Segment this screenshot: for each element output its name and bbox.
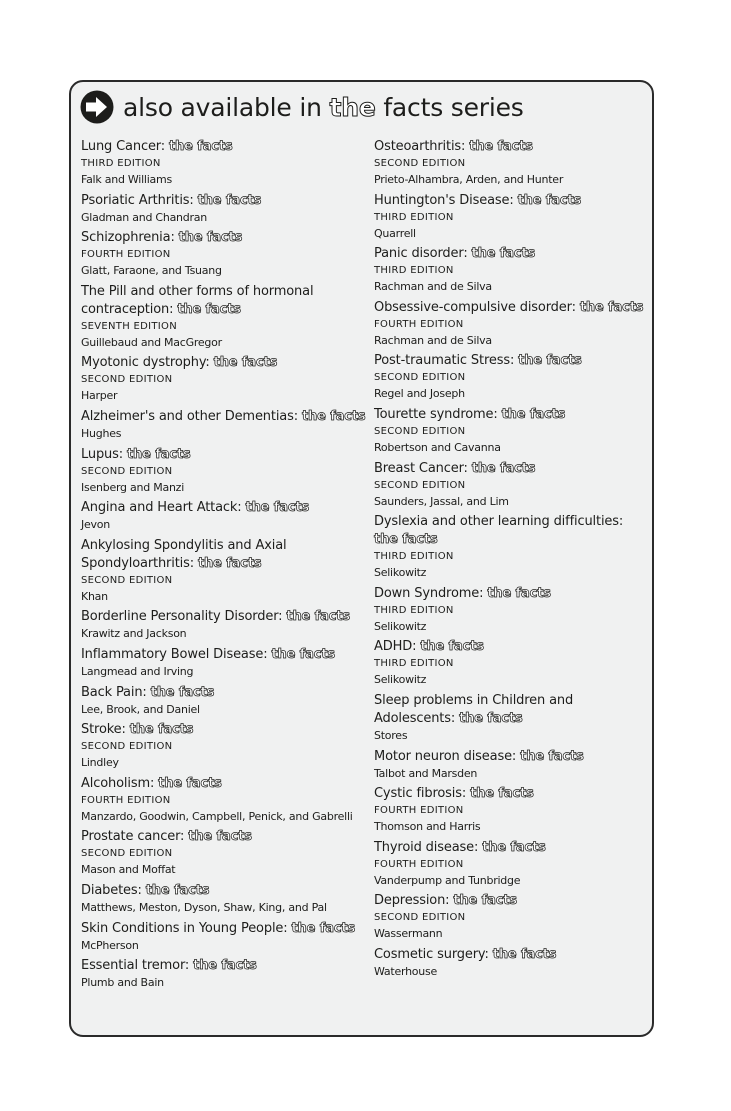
book-edition: FOURTH EDITION (81, 249, 171, 261)
the-facts-tagline: the facts (271, 646, 335, 662)
book-entry (374, 585, 644, 635)
book-authors: Vanderpump and Tunbridge (374, 873, 521, 887)
book-title: Alzheimer's and other Dementias: (81, 408, 302, 424)
book-authors: Khan (81, 589, 108, 603)
book-edition: THIRD EDITION (374, 658, 454, 670)
book-entry (81, 775, 366, 825)
book-title: Myotonic dystrophy: (81, 355, 214, 371)
book-authors: Lindley (81, 756, 119, 770)
book-title-line (81, 229, 366, 247)
series-title-brand: the (329, 93, 376, 122)
book-title-line (374, 748, 644, 766)
book-entry (374, 138, 644, 188)
the-facts-tagline: the facts (517, 192, 582, 208)
book-title: Sleep problems in Children and (374, 692, 574, 708)
book-entry (81, 283, 366, 351)
the-facts-tagline: the facts (470, 786, 534, 802)
book-title-line (81, 408, 366, 426)
book-title-line (374, 138, 644, 156)
book-authors: Wassermann (374, 927, 443, 941)
book-title: Motor neuron disease: (374, 748, 521, 764)
the-facts-tagline: the facts (518, 353, 582, 369)
book-authors: Waterhouse (374, 964, 437, 978)
book-entry (81, 957, 366, 991)
book-title-line (374, 245, 644, 263)
book-list-left (81, 138, 366, 995)
the-facts-tagline: the facts (286, 609, 350, 625)
the-facts-tagline: the facts (471, 246, 536, 262)
book-authors: Thomson and Harris (374, 820, 481, 834)
book-edition: SECOND EDITION (374, 912, 466, 924)
the-facts-tagline: the facts (129, 722, 194, 738)
the-facts-tagline: the facts (459, 710, 523, 726)
book-authors: Harper (81, 389, 118, 403)
book-title: contraception: (81, 301, 178, 317)
book-edition: SECOND EDITION (374, 425, 466, 437)
book-entry (81, 138, 366, 188)
book-authors: Saunders, Jassal, and Lim (374, 494, 509, 508)
book-title: Prostate cancer: (81, 829, 189, 845)
book-title: Schizophrenia: (81, 230, 179, 246)
book-entry (374, 299, 644, 349)
the-facts-tagline: the facts (197, 555, 262, 571)
the-facts-tagline: the facts (245, 500, 310, 516)
book-title-line (81, 882, 366, 900)
book-title-line (81, 957, 366, 975)
book-entry (374, 892, 644, 942)
book-authors: Robertson and Cavanna (374, 440, 501, 454)
book-edition: THIRD EDITION (374, 211, 454, 223)
book-title-line (374, 192, 644, 210)
book-title-line (374, 892, 644, 910)
book-title-line (81, 775, 366, 793)
book-authors: Krawitz and Jackson (81, 627, 187, 641)
series-title-prefix: also available in (123, 93, 330, 122)
book-list-right (374, 138, 644, 984)
book-title: Inflammatory Bowel Disease: (81, 646, 272, 662)
book-title-line (81, 283, 366, 301)
book-entry (81, 229, 366, 279)
the-facts-tagline: the facts (168, 139, 233, 154)
book-title-line (374, 946, 644, 964)
book-title: Adolescents: (374, 710, 460, 726)
book-entry (374, 692, 644, 744)
book-edition: FOURTH EDITION (374, 318, 464, 330)
book-title: Lupus: (81, 446, 127, 462)
book-entry (81, 408, 366, 442)
book-title: The Pill and other forms of hormonal (81, 283, 314, 299)
the-facts-tagline: the facts (492, 946, 557, 962)
book-title-line (374, 460, 644, 478)
book-title-line (81, 446, 366, 464)
the-facts-tagline: the facts (291, 920, 356, 936)
book-edition: SECOND EDITION (374, 158, 466, 169)
book-entry (374, 460, 644, 510)
book-authors: Langmead and Irving (81, 664, 194, 678)
book-entry (81, 646, 366, 680)
the-facts-tagline: the facts (126, 446, 191, 462)
book-edition: FOURTH EDITION (81, 794, 171, 806)
the-facts-tagline: the facts (579, 299, 644, 315)
the-facts-tagline: the facts (471, 460, 536, 476)
book-entry (81, 499, 366, 533)
the-facts-tagline: the facts (469, 139, 533, 154)
book-title-line (81, 646, 366, 664)
book-title-line (374, 352, 644, 370)
book-entry (374, 513, 644, 581)
book-title-line (374, 692, 644, 710)
book-edition: SECOND EDITION (81, 741, 173, 753)
book-authors: Selikowitz (374, 566, 427, 580)
book-edition: FOURTH EDITION (374, 858, 464, 870)
book-title-line (374, 638, 644, 656)
the-facts-tagline: the facts (487, 585, 551, 601)
the-facts-tagline: the facts (301, 408, 366, 424)
book-title: Skin Conditions in Young People: (81, 920, 292, 936)
book-title-line (374, 585, 644, 603)
book-authors: Talbot and Marsden (374, 766, 478, 780)
the-facts-tagline: the facts (188, 829, 252, 845)
book-authors: Prieto-Alhambra, Arden, and Hunter (374, 173, 564, 186)
the-facts-tagline: the facts (193, 958, 257, 974)
series-title-suffix: facts series (375, 93, 524, 122)
book-title: Cosmetic surgery: (374, 946, 493, 962)
book-authors: Hughes (81, 426, 122, 440)
book-entry (81, 446, 366, 496)
book-edition: SECOND EDITION (374, 479, 466, 491)
book-edition: FOURTH EDITION (374, 805, 464, 817)
book-authors: Rachman and de Silva (374, 280, 492, 294)
book-title-line (81, 828, 366, 846)
book-entry (374, 192, 644, 242)
book-authors: McPherson (81, 938, 139, 952)
book-title: Obsessive-compulsive disorder: (374, 299, 580, 315)
book-title-line (81, 608, 366, 626)
book-title-line (81, 721, 366, 739)
the-facts-tagline: the facts (150, 684, 215, 700)
book-authors: Selikowitz (374, 673, 427, 687)
book-authors: Lee, Brook, and Daniel (81, 702, 200, 716)
the-facts-tagline: the facts (482, 839, 546, 855)
book-authors: Guillebaud and MacGregor (81, 335, 222, 349)
book-edition: SECOND EDITION (81, 374, 173, 386)
book-title: Psoriatic Arthritis: (81, 192, 198, 208)
book-title-line (81, 138, 366, 156)
book-title: Lung Cancer: (81, 139, 169, 154)
book-authors: Quarrell (374, 226, 416, 240)
book-title-line (81, 354, 366, 372)
book-entry (81, 882, 366, 916)
arrow-right-circle-icon (80, 90, 114, 124)
book-title-line (81, 301, 366, 319)
book-title: Post-traumatic Stress: (374, 353, 519, 369)
book-title-line (374, 710, 644, 728)
book-edition: SECOND EDITION (81, 848, 173, 860)
book-edition: THIRD EDITION (374, 551, 454, 563)
book-title: Thyroid disease: (374, 839, 483, 855)
book-entry (81, 192, 366, 226)
the-facts-tagline: the facts (520, 748, 584, 764)
book-entry (374, 946, 644, 980)
book-title: Depression: (374, 893, 454, 909)
book-title: Down Syndrome: (374, 585, 488, 601)
book-title: Panic disorder: (374, 246, 472, 262)
the-facts-tagline: the facts (145, 882, 210, 898)
book-authors: Rachman and de Silva (374, 333, 492, 347)
book-authors: Regel and Joseph (374, 387, 465, 401)
book-title: Angina and Heart Attack: (81, 500, 246, 516)
book-entry (81, 920, 366, 954)
book-title: Back Pain: (81, 684, 151, 700)
book-edition: SECOND EDITION (374, 372, 466, 384)
book-title: Osteoarthritis: (374, 139, 470, 154)
book-edition: SECOND EDITION (81, 465, 173, 477)
book-title-line (374, 299, 644, 317)
book-entry (374, 785, 644, 835)
book-authors: Falk and Williams (81, 173, 172, 186)
book-entry (374, 638, 644, 688)
book-title-line (374, 513, 644, 531)
book-title: Diabetes: (81, 882, 146, 898)
book-authors: Selikowitz (374, 619, 427, 633)
book-entry (81, 537, 366, 605)
book-title: Tourette syndrome: (374, 406, 502, 422)
book-title-line (374, 785, 644, 803)
book-title: ADHD: (374, 639, 421, 655)
book-title-line (374, 531, 644, 549)
book-entry (81, 684, 366, 718)
book-entry (81, 608, 366, 642)
the-facts-tagline: the facts (158, 775, 222, 791)
book-authors: Plumb and Bain (81, 976, 164, 990)
the-facts-tagline: the facts (177, 301, 241, 317)
book-title: Borderline Personality Disorder: (81, 609, 287, 625)
book-title-line (81, 684, 366, 702)
the-facts-tagline: the facts (374, 532, 438, 548)
book-title: Alcoholism: (81, 775, 159, 791)
book-title: Huntington's Disease: (374, 192, 518, 208)
book-entry (374, 839, 644, 889)
book-authors: Isenberg and Manzi (81, 480, 184, 494)
book-edition: THIRD EDITION (81, 158, 161, 169)
book-edition: SEVENTH EDITION (81, 320, 177, 332)
book-entry (81, 721, 366, 771)
book-title-line (81, 920, 366, 938)
book-authors: Jevon (81, 518, 110, 532)
book-title: Dyslexia and other learning difficulties: (374, 514, 624, 530)
book-title-line (374, 839, 644, 857)
book-title-line (81, 499, 366, 517)
the-facts-tagline: the facts (213, 355, 278, 371)
book-entry (374, 406, 644, 456)
book-title: Spondyloarthritis: (81, 555, 198, 571)
book-entry (374, 352, 644, 402)
book-title: Ankylosing Spondylitis and Axial (81, 537, 287, 553)
book-entry (374, 245, 644, 295)
book-title-line (374, 406, 644, 424)
book-authors: Matthews, Meston, Dyson, Shaw, King, and Pal (81, 900, 327, 914)
series-title (123, 92, 524, 124)
book-authors: Mason and Moffat (81, 863, 176, 877)
the-facts-tagline: the facts (178, 230, 243, 246)
the-facts-tagline: the facts (420, 639, 484, 655)
book-title: Essential tremor: (81, 958, 194, 974)
book-edition: SECOND EDITION (81, 574, 173, 586)
book-authors: Stores (374, 728, 408, 742)
book-edition: THIRD EDITION (374, 604, 454, 616)
book-title: Breast Cancer: (374, 460, 472, 476)
book-title: Stroke: (81, 722, 130, 738)
book-entry (374, 748, 644, 782)
book-authors: Glatt, Faraone, and Tsuang (81, 264, 222, 278)
book-entry (81, 354, 366, 404)
book-title: Cystic fibrosis: (374, 786, 471, 802)
the-facts-tagline: the facts (197, 192, 262, 208)
book-title-line (81, 537, 366, 555)
book-edition: THIRD EDITION (374, 265, 454, 277)
book-authors: Manzardo, Goodwin, Campbell, Penick, and Gabrelli (81, 809, 353, 823)
book-title-line (81, 555, 366, 573)
book-authors: Gladman and Chandran (81, 210, 208, 224)
series-header (80, 90, 650, 128)
the-facts-tagline: the facts (501, 406, 566, 422)
book-entry (81, 828, 366, 878)
the-facts-tagline: the facts (453, 893, 517, 909)
book-title-line (81, 192, 366, 210)
